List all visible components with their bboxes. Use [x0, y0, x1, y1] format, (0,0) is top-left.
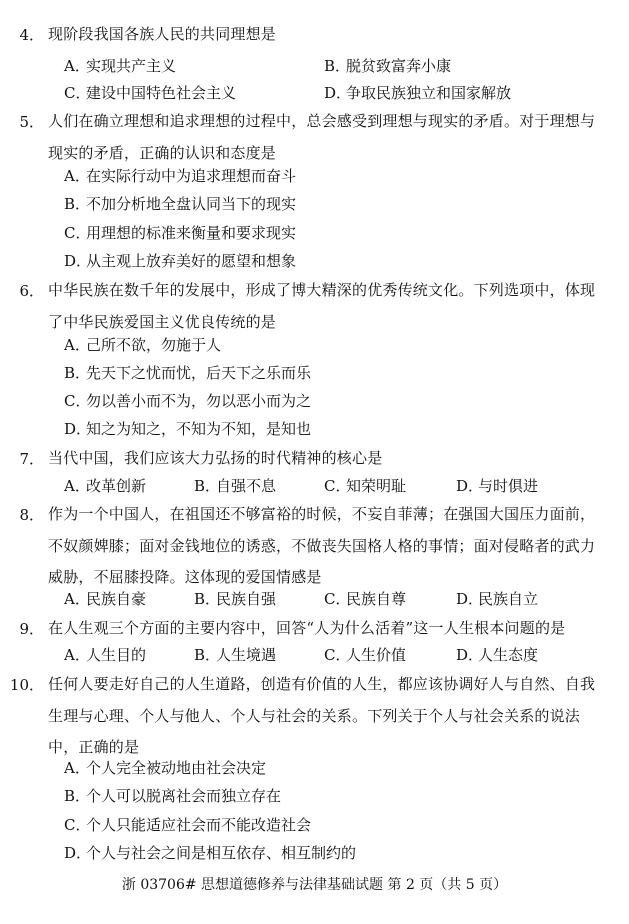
option-d: D．民族自立	[456, 590, 539, 608]
option-a: A．人生目的	[64, 646, 147, 664]
option-c: C．人生价值	[324, 646, 407, 664]
option-d: D．知之为知之，不知为不知，是知也	[64, 420, 312, 438]
option-b: B．先天下之忧而忧，后天下之乐而乐	[64, 364, 312, 382]
option-c: C．建设中国特色社会主义	[64, 84, 237, 102]
option-a: A．在实际行动中为追求理想而奋斗	[64, 167, 297, 185]
question-number: 9．	[19, 620, 44, 638]
option-a: A．实现共产主义	[64, 57, 177, 75]
question-number: 4．	[19, 26, 44, 44]
question-number: 6．	[19, 282, 44, 300]
option-d: D．从主观上放弃美好的愿望和想象	[64, 252, 297, 270]
option-a: A．民族自豪	[64, 590, 147, 608]
option-a: A．改革创新	[64, 477, 147, 495]
question-stem: 中华民族在数千年的发展中，形成了博大精深的优秀传统文化。下列选项中，体现了中华民族爱国主义优良传统的是	[48, 281, 596, 331]
question-stem: 人们在确立理想和追求理想的过程中，总会感受到理想与现实的矛盾。对于理想与现实的矛盾，正确的认识和态度是	[48, 112, 596, 162]
option-b: B．民族自强	[194, 590, 277, 608]
option-c: C．勿以善小而不为，勿以恶小而为之	[64, 392, 312, 410]
question-stem: 现阶段我国各族人民的共同理想是	[48, 25, 277, 43]
question-number: 8．	[19, 506, 44, 524]
question-stem: 任何人要走好自己的人生道路，创造有价值的人生，都应该协调好人与自然、自我生理与心理、个人与他人、个人与社会的关系。下列关于个人与社会关系的说法中，正确的是	[48, 675, 596, 756]
option-d: D．人生态度	[456, 646, 539, 664]
option-b: B．自强不息	[194, 477, 277, 495]
option-c: C．民族自尊	[324, 590, 407, 608]
option-b: B．个人可以脱离社会而独立存在	[64, 787, 282, 805]
option-d: D．争取民族独立和国家解放	[324, 84, 512, 102]
question-stem: 当代中国，我们应该大力弘扬的时代精神的核心是	[48, 449, 383, 467]
question-number: 10．	[9, 676, 44, 694]
option-a: A．己所不欲，勿施于人	[64, 336, 222, 354]
option-b: B．脱贫致富奔小康	[324, 57, 452, 75]
option-d: D．与时俱进	[456, 477, 539, 495]
option-c: C．知荣明耻	[324, 477, 407, 495]
option-a: A．个人完全被动地由社会决定	[64, 759, 267, 777]
question-number: 7．	[19, 450, 44, 468]
option-d: D．个人与社会之间是相互依存、相互制约的	[64, 844, 357, 862]
option-b: B．人生境遇	[194, 646, 277, 664]
question-stem: 作为一个中国人，在祖国还不够富裕的时候，不妄自菲薄；在强国大国压力面前，不奴颜婢膝；面对金钱地位的诱惑，不做丧失国格人格的事情；面对侵略者的武力威胁，不屈膝投降。这体现的爱国情感是	[48, 505, 596, 586]
option-c: C．个人只能适应社会而不能改造社会	[64, 816, 312, 834]
page-footer: 浙 03706# 思想道德修养与法律基础试题 第 2 页（共 5 页）	[121, 877, 508, 893]
option-b: B．不加分析地全盘认同当下的现实	[64, 195, 297, 213]
question-number: 5．	[19, 113, 44, 131]
question-stem: 在人生观三个方面的主要内容中，回答“人为什么活着”这一人生根本问题的是	[48, 619, 566, 637]
option-c: C．用理想的标准来衡量和要求现实	[64, 224, 297, 242]
